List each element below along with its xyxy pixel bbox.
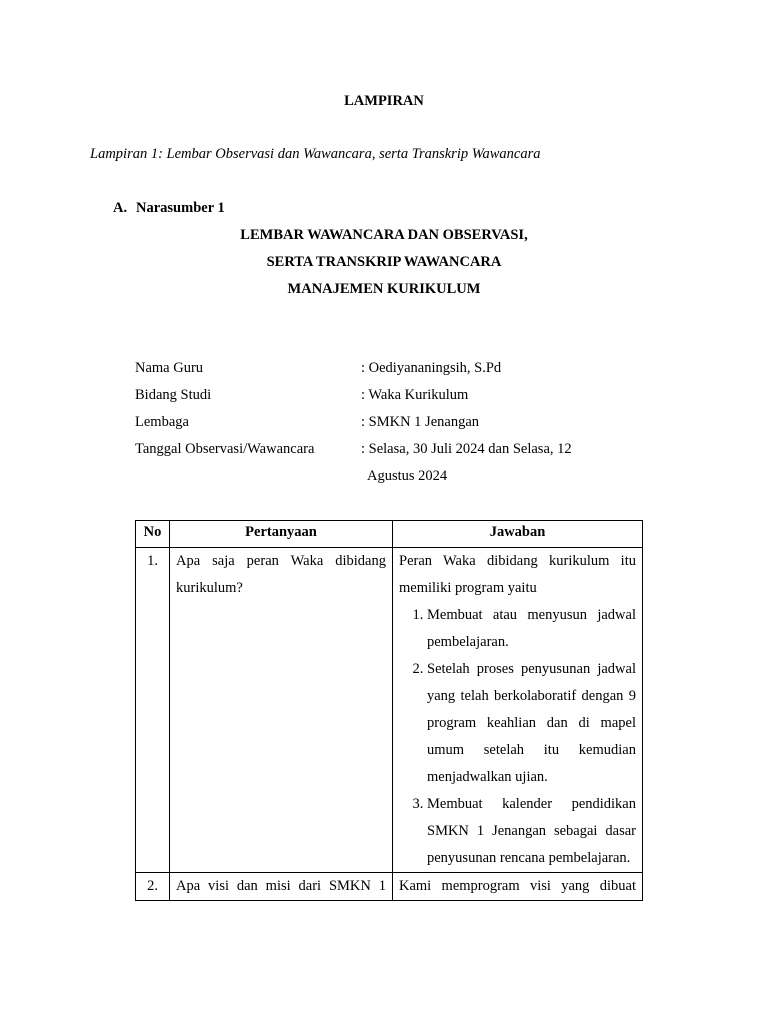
section-title: Narasumber 1	[136, 200, 225, 216]
info-label-nama-guru: Nama Guru	[135, 360, 204, 376]
appendix-caption: Lampiran 1: Lembar Observasi dan Wawancara, serta Transkrip Wawancara	[90, 146, 541, 162]
header-pertanyaan: Pertanyaan	[170, 521, 393, 548]
answer-intro: Peran Waka dibidang kurikulum itu memiliki program yaitu	[399, 553, 636, 596]
info-label-bidang-studi: Bidang Studi	[135, 387, 212, 403]
info-value-lembaga: : SMKN 1 Jenangan	[361, 414, 480, 430]
header-no: No	[136, 521, 170, 548]
table-row	[136, 873, 643, 901]
info-value-tanggal-cont: Agustus 2024	[367, 468, 448, 484]
info-value-nama-guru: : Oediyananingsih, S.Pd	[361, 360, 502, 376]
doc-heading-line3: MANAJEMEN KURIKULUM	[287, 281, 481, 297]
doc-heading-line2: SERTA TRANSKRIP WAWANCARA	[266, 254, 502, 270]
info-value-bidang-studi: : Waka Kurikulum	[361, 387, 469, 403]
answer-list	[399, 602, 636, 872]
header-jawaban: Jawaban	[393, 521, 643, 548]
info-value-tanggal: : Selasa, 30 Juli 2024 dan Selasa, 12	[361, 441, 572, 457]
table-row	[136, 548, 643, 873]
section-letter: A.	[113, 200, 128, 216]
interview-table	[135, 520, 643, 901]
row-question: Apa saja peran Waka dibidang kurikulum?	[170, 548, 393, 873]
row-question: Apa visi dan misi dari SMKN 1	[170, 873, 393, 901]
answer-item: 3. Membuat kalender pendidikan SMKN 1 Jenangan sebagai dasar penyusunan rencana pembelajaran.	[427, 791, 636, 872]
row-number: 1.	[136, 548, 170, 873]
row-answer: Kami memprogram visi yang dibuat	[393, 873, 643, 901]
info-label-lembaga: Lembaga	[135, 414, 189, 430]
row-answer	[393, 548, 643, 873]
answer-item: 2. Setelah proses penyusunan jadwal yang telah berkolaboratif dengan 9 program keahlian dan di mapel umum setelah itu kemudian menjadwalkan ujian.	[427, 656, 636, 791]
row-number: 2.	[136, 873, 170, 901]
answer-item: 1. Membuat atau menyusun jadwal pembelajaran.	[427, 602, 636, 656]
info-label-tanggal: Tanggal Observasi/Wawancara	[135, 441, 315, 457]
table-header-row	[136, 521, 643, 548]
page-title: LAMPIRAN	[344, 93, 424, 109]
doc-heading-line1: LEMBAR WAWANCARA DAN OBSERVASI,	[240, 227, 528, 243]
